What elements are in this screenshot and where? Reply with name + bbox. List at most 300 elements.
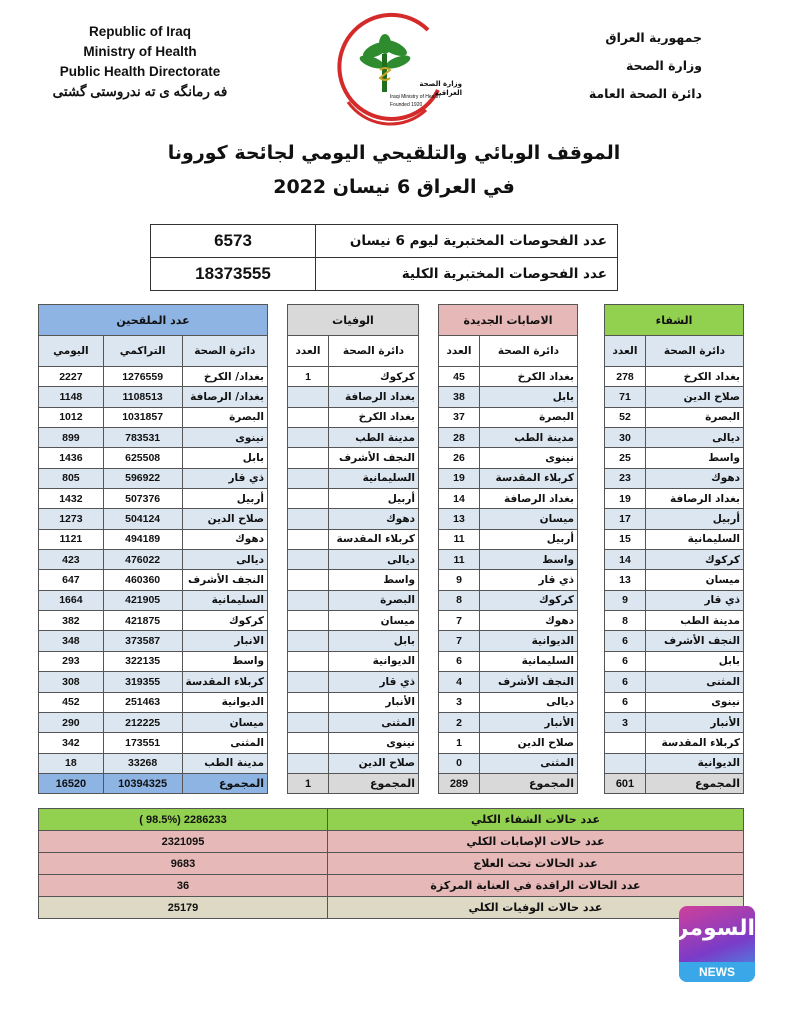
table-row [288, 712, 419, 732]
daily-cell: 290 [39, 712, 104, 732]
table-row [39, 367, 268, 387]
table-row [605, 570, 744, 590]
department-cell: بغداد الرصافة [329, 387, 419, 407]
total-row [605, 773, 744, 793]
col-daily: اليومي [39, 336, 104, 367]
count-cell: 28 [439, 428, 480, 448]
department-cell: كربلاء المقدسة [480, 468, 578, 488]
table-row [288, 407, 419, 427]
count-cell: 11 [439, 550, 480, 570]
table-row [39, 468, 268, 488]
department-cell: أربيل [329, 489, 419, 509]
department-cell: ذي قار [646, 590, 744, 610]
table-row [39, 651, 268, 671]
table-row [439, 367, 578, 387]
logo-caption-year: Founded 1920 [390, 102, 423, 108]
department-cell: بابل [329, 631, 419, 651]
table-row [39, 489, 268, 509]
badge-text: السومرية [654, 916, 755, 941]
count-cell [288, 753, 329, 773]
table-row [439, 387, 578, 407]
department-cell: ميسان [646, 570, 744, 590]
department-cell: السليمانية [646, 529, 744, 549]
department-cell: صلاح الدين [480, 733, 578, 753]
department-cell: نينوى [480, 448, 578, 468]
table-row [605, 509, 744, 529]
daily-cell: 1012 [39, 407, 104, 427]
count-cell: 6 [605, 672, 646, 692]
table-row [39, 407, 268, 427]
department-cell: واسط [646, 448, 744, 468]
table-row [288, 692, 419, 712]
table-row [439, 590, 578, 610]
table-row [39, 712, 268, 732]
department-cell: ذي قار [182, 468, 267, 488]
count-cell: 6 [439, 651, 480, 671]
total-row [439, 773, 578, 793]
department-cell: ديالى [182, 550, 267, 570]
table-row [439, 570, 578, 590]
count-cell [288, 550, 329, 570]
header-directorate: Public Health Directorate [59, 64, 221, 79]
summary-row [39, 831, 744, 853]
col-count: العدد [439, 336, 480, 367]
department-cell: المثنى [329, 712, 419, 732]
table-row [439, 550, 578, 570]
department-cell: الديوانية [329, 651, 419, 671]
count-cell: 13 [439, 509, 480, 529]
tests-table [150, 224, 618, 291]
count-cell: 25 [605, 448, 646, 468]
cumulative-cell: 1108513 [103, 387, 182, 407]
total-tests-value: 18373555 [151, 258, 316, 291]
table-row [39, 611, 268, 631]
daily-cell: 342 [39, 733, 104, 753]
table-row [605, 550, 744, 570]
table-row [288, 428, 419, 448]
count-cell [288, 468, 329, 488]
table-row [439, 428, 578, 448]
header-ministry: Ministry of Health [83, 44, 197, 59]
cumulative-cell: 33268 [103, 753, 182, 773]
count-cell: 14 [439, 489, 480, 509]
table-row [439, 733, 578, 753]
department-cell: ديالى [646, 428, 744, 448]
table-row [605, 590, 744, 610]
daily-cell: 805 [39, 468, 104, 488]
table-row [439, 509, 578, 529]
count-cell [288, 590, 329, 610]
deaths-table [287, 304, 419, 794]
table-row [288, 753, 419, 773]
table-row [605, 529, 744, 549]
department-cell: دهوك [182, 529, 267, 549]
count-cell: 0 [439, 753, 480, 773]
total-value: 601 [605, 773, 646, 793]
count-cell [288, 448, 329, 468]
table-row [288, 489, 419, 509]
table-row [288, 387, 419, 407]
cumulative-cell: 1031857 [103, 407, 182, 427]
total-label: المجموع [480, 773, 578, 793]
table-row [605, 672, 744, 692]
total-row [288, 773, 419, 793]
total-value: 1 [288, 773, 329, 793]
table-row [605, 407, 744, 427]
count-cell: 1 [439, 733, 480, 753]
department-cell: كركوك [480, 590, 578, 610]
department-cell: كركوك [182, 611, 267, 631]
vaccinated-table [38, 304, 268, 794]
department-cell: النجف الأشرف [329, 448, 419, 468]
cumulative-cell: 460360 [103, 570, 182, 590]
table-row [39, 733, 268, 753]
total-label: المجموع [329, 773, 419, 793]
count-cell [605, 733, 646, 753]
table-row [39, 672, 268, 692]
department-cell: النجف الأشرف [480, 672, 578, 692]
cumulative-cell: 319355 [103, 672, 182, 692]
department-cell: البصرة [182, 407, 267, 427]
department-cell: بغداد/ الرصافة [182, 387, 267, 407]
department-cell: دهوك [646, 468, 744, 488]
summary-row [39, 809, 744, 831]
department-cell: ميسان [182, 712, 267, 732]
department-cell: واسط [329, 570, 419, 590]
table-row [39, 631, 268, 651]
table-row [605, 428, 744, 448]
col-cumulative: التراكمي [103, 336, 182, 367]
count-cell [288, 509, 329, 529]
count-cell: 17 [605, 509, 646, 529]
department-cell: صلاح الدين [646, 387, 744, 407]
department-cell: المثنى [480, 753, 578, 773]
summary-label: عدد الحالات تحت العلاج [328, 853, 744, 875]
table-row [39, 692, 268, 712]
cumulative-cell: 1276559 [103, 367, 182, 387]
daily-cell: 1432 [39, 489, 104, 509]
table-row [288, 631, 419, 651]
department-cell: كركوك [329, 367, 419, 387]
count-cell [288, 407, 329, 427]
logo-caption-ar: وزارة الصحة العراقية [419, 80, 462, 97]
department-cell: نينوى [329, 733, 419, 753]
department-cell: واسط [182, 651, 267, 671]
new-cases-table [438, 304, 578, 794]
department-cell: بغداد الرصافة [480, 489, 578, 509]
count-cell: 278 [605, 367, 646, 387]
table-row [605, 631, 744, 651]
daily-cell: 348 [39, 631, 104, 651]
daily-cell: 1148 [39, 387, 104, 407]
summary-value: 9683 [39, 853, 328, 875]
count-cell [288, 529, 329, 549]
count-cell: 52 [605, 407, 646, 427]
department-cell: السليمانية [329, 468, 419, 488]
deaths-title: الوفيات [288, 305, 419, 336]
department-cell: الديوانية [182, 692, 267, 712]
table-row [439, 672, 578, 692]
daily-cell: 18 [39, 753, 104, 773]
department-cell: السليمانية [182, 590, 267, 610]
count-cell: 2 [439, 712, 480, 732]
col-department: دائرة الصحة [646, 336, 744, 367]
total-cumulative: 10394325 [103, 773, 182, 793]
table-row [605, 611, 744, 631]
table-row [605, 468, 744, 488]
count-cell: 4 [439, 672, 480, 692]
department-cell: أربيل [646, 509, 744, 529]
count-cell: 19 [605, 489, 646, 509]
department-cell: بغداد الكرخ [646, 367, 744, 387]
department-cell: ذي قار [480, 570, 578, 590]
table-row [605, 733, 744, 753]
table-row [439, 529, 578, 549]
count-cell: 37 [439, 407, 480, 427]
department-cell: النجف الأشرف [646, 631, 744, 651]
table-row [39, 387, 268, 407]
department-cell: بابل [182, 448, 267, 468]
cumulative-cell: 421875 [103, 611, 182, 631]
count-cell: 9 [605, 590, 646, 610]
count-cell: 15 [605, 529, 646, 549]
count-cell [288, 489, 329, 509]
vaccinated-title: عدد الملقحين [39, 305, 268, 336]
department-cell: البصرة [329, 590, 419, 610]
count-cell [288, 387, 329, 407]
department-cell: الأنبار [646, 712, 744, 732]
daily-cell: 1121 [39, 529, 104, 549]
count-cell: 71 [605, 387, 646, 407]
count-cell: 6 [605, 651, 646, 671]
daily-cell: 899 [39, 428, 104, 448]
department-cell: دهوك [480, 611, 578, 631]
count-cell [288, 672, 329, 692]
count-cell: 13 [605, 570, 646, 590]
total-label: المجموع [646, 773, 744, 793]
table-row [605, 367, 744, 387]
department-cell: الأنبار [480, 712, 578, 732]
department-cell: مدينة الطب [480, 428, 578, 448]
english-header [40, 22, 240, 102]
department-cell: المثنى [646, 672, 744, 692]
table-row [439, 468, 578, 488]
department-cell: كربلاء المقدسة [646, 733, 744, 753]
cumulative-cell: 373587 [103, 631, 182, 651]
count-cell [288, 570, 329, 590]
summary-value: 25179 [39, 897, 328, 919]
summary-row [39, 853, 744, 875]
daily-cell: 1664 [39, 590, 104, 610]
daily-tests-label: عدد الفحوصات المختبرية ليوم 6 نيسان [316, 225, 618, 258]
daily-cell: 293 [39, 651, 104, 671]
department-cell: ذي قار [329, 672, 419, 692]
summary-row [39, 875, 744, 897]
department-cell: ديالى [480, 692, 578, 712]
department-cell: الأنبار [329, 692, 419, 712]
badge-news: NEWS [679, 962, 755, 982]
department-cell: المثنى [182, 733, 267, 753]
table-row [288, 651, 419, 671]
header-kurdish: فه رمانگه ی ته ندروستی گشتی [52, 84, 228, 99]
table-row [439, 448, 578, 468]
department-cell: مدينة الطب [329, 428, 419, 448]
department-cell: الانبار [182, 631, 267, 651]
col-count: العدد [288, 336, 329, 367]
recovery-table [604, 304, 744, 794]
table-row [288, 367, 419, 387]
cumulative-cell: 783531 [103, 428, 182, 448]
count-cell: 1 [288, 367, 329, 387]
count-cell: 7 [439, 611, 480, 631]
summary-value: 2321095 [39, 831, 328, 853]
table-row [605, 651, 744, 671]
daily-cell: 1273 [39, 509, 104, 529]
department-cell: بغداد/ الكرخ [182, 367, 267, 387]
count-cell: 14 [605, 550, 646, 570]
daily-cell: 382 [39, 611, 104, 631]
cumulative-cell: 251463 [103, 692, 182, 712]
count-cell: 6 [605, 692, 646, 712]
department-cell: الديوانية [646, 753, 744, 773]
department-cell: البصرة [480, 407, 578, 427]
department-cell: مدينة الطب [182, 753, 267, 773]
table-row [288, 550, 419, 570]
page-subtitle: في العراق 6 نيسان 2022 [273, 176, 515, 198]
department-cell: أربيل [182, 489, 267, 509]
department-cell: دهوك [329, 509, 419, 529]
table-row [288, 611, 419, 631]
count-cell [288, 712, 329, 732]
table-row [605, 489, 744, 509]
table-row [288, 672, 419, 692]
table-row [39, 509, 268, 529]
count-cell: 3 [605, 712, 646, 732]
total-label: المجموع [182, 773, 267, 793]
department-cell: واسط [480, 550, 578, 570]
table-row [39, 448, 268, 468]
table-row [39, 550, 268, 570]
summary-value: 36 [39, 875, 328, 897]
header-ar-directorate: دائرة الصحة العامة [588, 86, 702, 101]
cumulative-cell: 322135 [103, 651, 182, 671]
daily-cell: 1436 [39, 448, 104, 468]
table-row [605, 712, 744, 732]
department-cell: السليمانية [480, 651, 578, 671]
table-row [439, 753, 578, 773]
new-cases-title: الاصابات الجديدة [439, 305, 578, 336]
summary-row [39, 897, 744, 919]
department-cell: بغداد الكرخ [480, 367, 578, 387]
count-cell [288, 733, 329, 753]
count-cell: 9 [439, 570, 480, 590]
count-cell: 11 [439, 529, 480, 549]
department-cell: صلاح الدين [182, 509, 267, 529]
count-cell [288, 611, 329, 631]
col-department: دائرة الصحة [480, 336, 578, 367]
arabic-header [589, 24, 702, 108]
col-department: دائرة الصحة [329, 336, 419, 367]
department-cell: البصرة [646, 407, 744, 427]
header-country: Republic of Iraq [88, 24, 191, 39]
header-ar-country: جمهورية العراق [605, 30, 702, 45]
col-department: دائرة الصحة [182, 336, 267, 367]
count-cell: 19 [439, 468, 480, 488]
department-cell: بابل [646, 651, 744, 671]
department-cell: صلاح الدين [329, 753, 419, 773]
table-row [605, 692, 744, 712]
department-cell: ميسان [480, 509, 578, 529]
table-row [288, 590, 419, 610]
department-cell: نينوى [646, 692, 744, 712]
table-row [39, 753, 268, 773]
summary-label: عدد حالات الوفيات الكلي [328, 897, 744, 919]
daily-tests-value: 6573 [151, 225, 316, 258]
daily-cell: 423 [39, 550, 104, 570]
count-cell: 26 [439, 448, 480, 468]
summary-label: عدد الحالات الراقدة في العناية المركزة [328, 875, 744, 897]
total-daily: 16520 [39, 773, 104, 793]
count-cell: 6 [605, 631, 646, 651]
table-row [439, 651, 578, 671]
daily-cell: 452 [39, 692, 104, 712]
table-row [39, 590, 268, 610]
daily-cell: 2227 [39, 367, 104, 387]
count-cell [288, 428, 329, 448]
table-row [288, 570, 419, 590]
department-cell: كركوك [646, 550, 744, 570]
count-cell: 8 [605, 611, 646, 631]
cumulative-cell: 494189 [103, 529, 182, 549]
daily-cell: 647 [39, 570, 104, 590]
table-row [288, 448, 419, 468]
count-cell: 8 [439, 590, 480, 610]
total-value: 289 [439, 773, 480, 793]
total-tests-label: عدد الفحوصات المختبرية الكلية [316, 258, 618, 291]
table-row [39, 428, 268, 448]
department-cell: بغداد الكرخ [329, 407, 419, 427]
department-cell: نينوى [182, 428, 267, 448]
logo-caption-en: Iraqi Ministry of Health [390, 94, 440, 100]
table-row [439, 692, 578, 712]
table-row [605, 387, 744, 407]
recovery-title: الشفاء [605, 305, 744, 336]
count-cell: 7 [439, 631, 480, 651]
department-cell: بغداد الرصافة [646, 489, 744, 509]
table-row [288, 468, 419, 488]
news-badge-logo [654, 906, 755, 982]
department-cell: بابل [480, 387, 578, 407]
table-row [439, 407, 578, 427]
total-row [39, 773, 268, 793]
summary-table [38, 808, 744, 919]
header-ar-ministry: وزارة الصحة [625, 58, 702, 73]
count-cell: 3 [439, 692, 480, 712]
department-cell: كربلاء المقدسة [329, 529, 419, 549]
department-cell: كربلاء المقدسة [182, 672, 267, 692]
table-row [39, 529, 268, 549]
summary-label: عدد حالات الشفاء الكلي [328, 809, 744, 831]
department-cell: ميسان [329, 611, 419, 631]
ministry-logo [328, 10, 462, 126]
count-cell: 23 [605, 468, 646, 488]
col-count: العدد [605, 336, 646, 367]
cumulative-cell: 625508 [103, 448, 182, 468]
count-cell: 38 [439, 387, 480, 407]
department-cell: أربيل [480, 529, 578, 549]
count-cell [288, 692, 329, 712]
cumulative-cell: 504124 [103, 509, 182, 529]
